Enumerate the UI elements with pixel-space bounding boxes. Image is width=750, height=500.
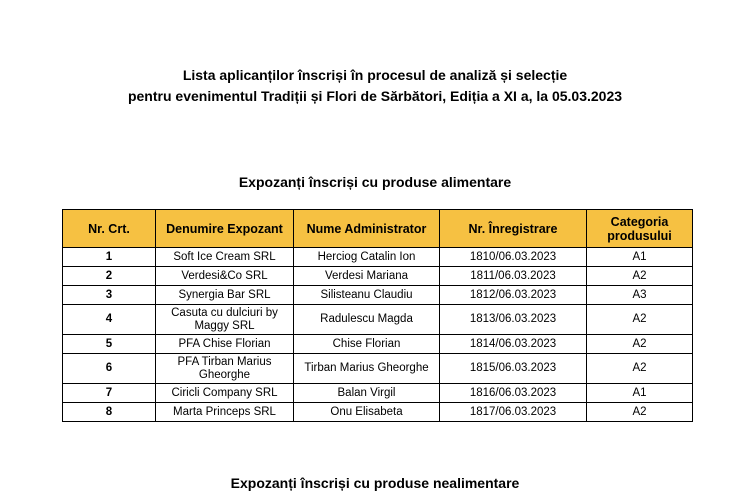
cell-categoria: A2 bbox=[587, 403, 693, 422]
cell-categoria: A1 bbox=[587, 384, 693, 403]
cell-inregistrare: 1811/06.03.2023 bbox=[440, 267, 587, 286]
cell-inregistrare: 1810/06.03.2023 bbox=[440, 248, 587, 267]
cell-categoria: A1 bbox=[587, 248, 693, 267]
table-row bbox=[63, 286, 693, 305]
cell-administrator: Radulescu Magda bbox=[294, 305, 440, 335]
cell-categoria: A3 bbox=[587, 286, 693, 305]
cell-categoria: A2 bbox=[587, 354, 693, 384]
cell-denumire: Ciricli Company SRL bbox=[156, 384, 294, 403]
cell-nr: 3 bbox=[63, 286, 156, 305]
document-title-line-1: Lista aplicanților înscriși în procesul de analiză și selecție bbox=[182, 67, 568, 83]
cell-administrator: Chise Florian bbox=[294, 335, 440, 354]
cell-nr: 2 bbox=[63, 267, 156, 286]
cell-inregistrare: 1814/06.03.2023 bbox=[440, 335, 587, 354]
table-row bbox=[63, 403, 693, 422]
cell-administrator: Balan Virgil bbox=[294, 384, 440, 403]
cell-administrator: Verdesi Mariana bbox=[294, 267, 440, 286]
header-nume-administrator: Nume Administrator bbox=[294, 210, 440, 248]
cell-nr: 1 bbox=[63, 248, 156, 267]
cell-denumire: Synergia Bar SRL bbox=[156, 286, 294, 305]
cell-inregistrare: 1813/06.03.2023 bbox=[440, 305, 587, 335]
table-row bbox=[63, 248, 693, 267]
header-nr-inregistrare: Nr. Înregistrare bbox=[440, 210, 587, 248]
cell-denumire: Soft Ice Cream SRL bbox=[156, 248, 294, 267]
exhibitors-food-table bbox=[62, 209, 693, 422]
cell-categoria: A2 bbox=[587, 335, 693, 354]
cell-administrator: Onu Elisabeta bbox=[294, 403, 440, 422]
table-row bbox=[63, 384, 693, 403]
section-title-nonfood: Expozanți înscriși cu produse nealimentare bbox=[230, 475, 520, 491]
cell-nr: 8 bbox=[63, 403, 156, 422]
cell-denumire: PFA Chise Florian bbox=[156, 335, 294, 354]
document-title-line-2: pentru evenimentul Tradiții și Flori de Sărbători, Ediția a XI a, la 05.03.2023 bbox=[127, 88, 623, 104]
cell-denumire: Verdesi&Co SRL bbox=[156, 267, 294, 286]
table-row bbox=[63, 335, 693, 354]
cell-nr: 5 bbox=[63, 335, 156, 354]
cell-denumire: PFA Tirban Marius Gheorghe bbox=[156, 354, 294, 384]
cell-inregistrare: 1815/06.03.2023 bbox=[440, 354, 587, 384]
cell-categoria: A2 bbox=[587, 305, 693, 335]
cell-denumire: Marta Princeps SRL bbox=[156, 403, 294, 422]
header-categoria-produsului: Categoria produsului bbox=[587, 210, 693, 248]
table-row bbox=[63, 305, 693, 335]
table-header-row bbox=[63, 210, 693, 248]
section-title-food: Expozanți înscriși cu produse alimentare bbox=[238, 174, 512, 190]
cell-administrator: Silisteanu Claudiu bbox=[294, 286, 440, 305]
cell-inregistrare: 1812/06.03.2023 bbox=[440, 286, 587, 305]
cell-inregistrare: 1816/06.03.2023 bbox=[440, 384, 587, 403]
document-title bbox=[0, 65, 750, 107]
cell-denumire: Casuta cu dulciuri by Maggy SRL bbox=[156, 305, 294, 335]
table-row bbox=[63, 267, 693, 286]
header-denumire-expozant: Denumire Expozant bbox=[156, 210, 294, 248]
cell-categoria: A2 bbox=[587, 267, 693, 286]
cell-administrator: Tirban Marius Gheorghe bbox=[294, 354, 440, 384]
table-row bbox=[63, 354, 693, 384]
cell-nr: 7 bbox=[63, 384, 156, 403]
cell-inregistrare: 1817/06.03.2023 bbox=[440, 403, 587, 422]
header-nr-crt: Nr. Crt. bbox=[63, 210, 156, 248]
cell-nr: 6 bbox=[63, 354, 156, 384]
cell-nr: 4 bbox=[63, 305, 156, 335]
cell-administrator: Herciog Catalin Ion bbox=[294, 248, 440, 267]
